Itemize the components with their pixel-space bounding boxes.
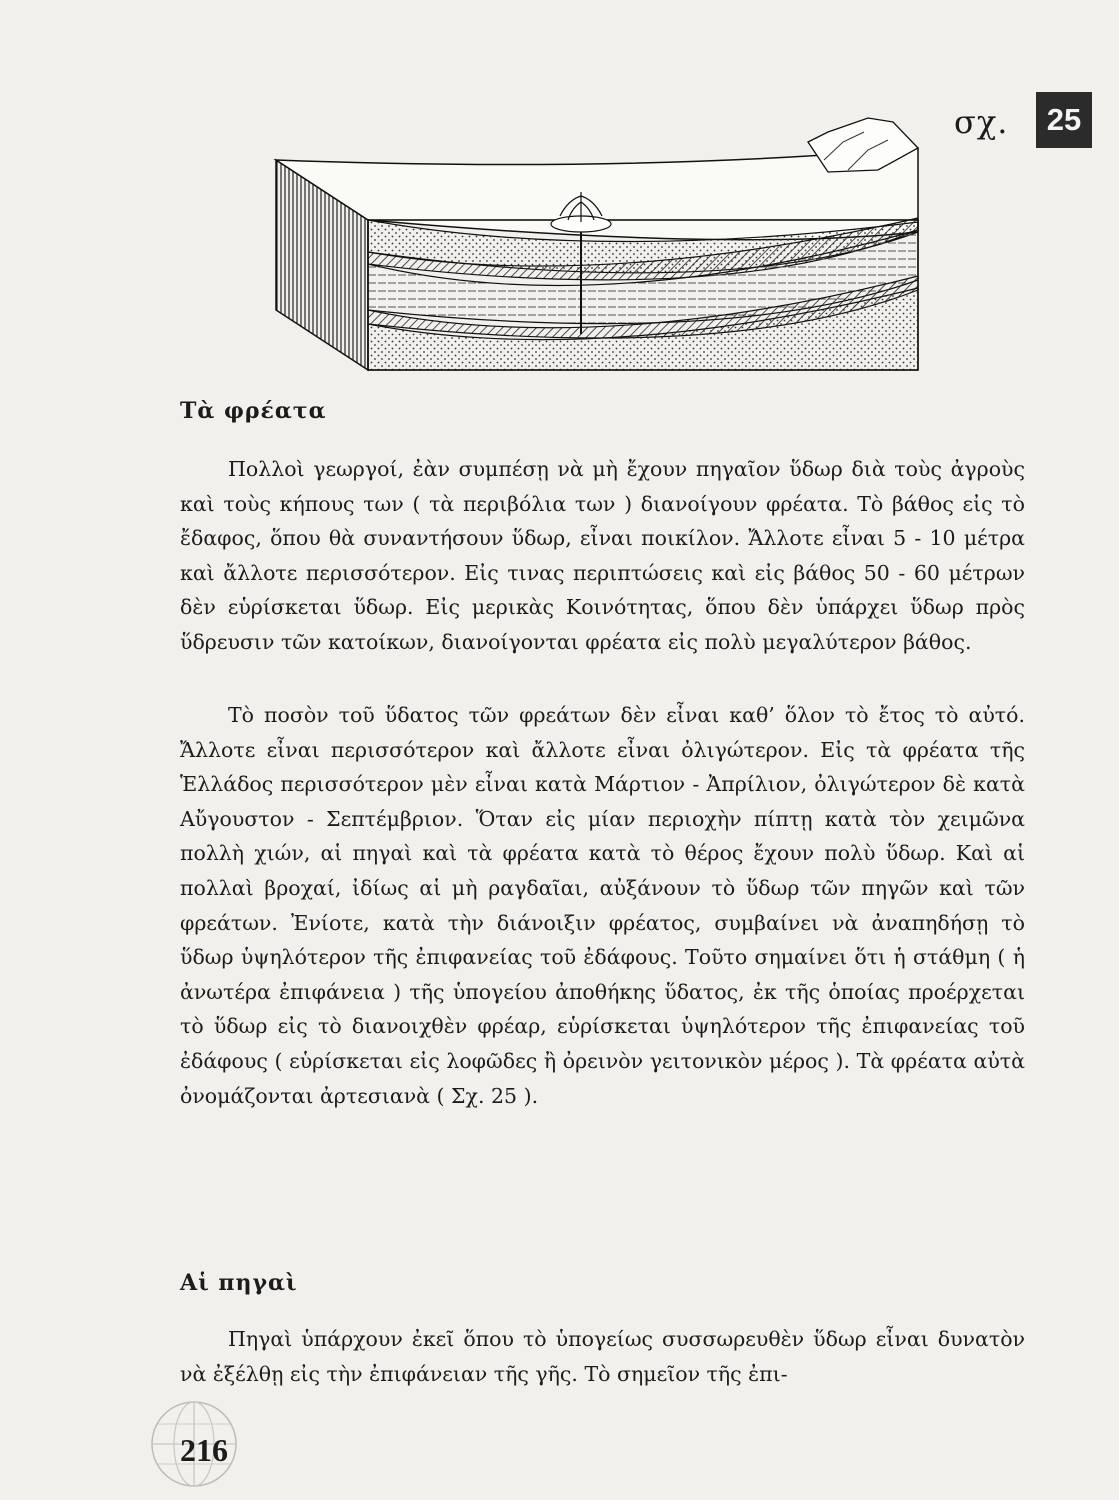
paragraph: Πηγαὶ ὑπάρχουν ἐκεῖ ὅπου τὸ ὑπογείως συσσωρευθὲν ὕδωρ εἶναι δυνατὸν νὰ ἐξέλθῃ εἰς τὴν ἐπιφάνειαν τῆς γῆς. Τὸ σημεῖον τῆς ἐπι- [180,1327,1025,1386]
figure-label: σχ. [954,103,1009,141]
section-heading-wells: Τὰ φρέατα [180,398,327,424]
section-heading-springs: Αἱ πηγαὶ [180,1270,298,1296]
page-number: 216 [180,1432,228,1468]
artesian-well-diagram [268,112,928,372]
paragraph: Τὸ ποσὸν τοῦ ὕδατος τῶν φρεάτων δὲν εἶναι καθ’ ὅλον τὸ ἔτος τὸ αὐτό. Ἄλλοτε εἶναι περισσότερον καὶ ἄλλοτε εἶναι ὀλιγώτερον. Εἰς τὰ φρέατα τῆς Ἑλλάδος περισσότερον μὲν εἶναι κατὰ Μάρτιον - Ἀπρίλιον, ὀλιγώτερον δὲ κατὰ Αὔγουστον - Σεπτέμβριον. Ὅταν εἰς μίαν περιοχὴν πίπτῃ κατὰ τὸν χειμῶνα πολλὴ χιών, αἱ πηγαὶ καὶ τὰ φρέατα κατὰ τὸ θέρος ἔχουν πολὺ ὕδωρ. Καὶ αἱ πολλαὶ βροχαί, ἰδίως αἱ μὴ ραγδαῖαι, αὐξάνουν τὸ ὕδωρ τῶν πηγῶν καὶ τῶν φρεάτων. Ἐνίοτε, κατὰ τὴν διάνοιξιν φρέατος, συμβαίνει νὰ ἀναπηδήσῃ τὸ ὕδωρ ὑψηλότερον τῆς ἐπιφανείας τοῦ ἐδάφους. Τοῦτο σημαίνει ὅτι ἡ στάθμη ( ἡ ἀνωτέρα ἐπιφάνεια ) τῆς ὑπογείου ἀποθήκης ὕδατος, ἐκ τῆς ὁποίας προέρχεται τὸ ὕδωρ εἰς τὸ διανοιχθὲν φρέαρ, εὑρίσκεται ὑψηλότερον τῆς ἐπιφανείας τοῦ ἐδάφους ( εὑρίσκεται εἰς λοφῶδες ἢ ὀρεινὸν γειτονικὸν μέρος ). Τὰ φρέατα αὐτὰ ὀνομάζονται ἀρτεσιανὰ ( Σχ. 25 ). [180,703,1025,1108]
figure-number-badge: 25 [1036,92,1092,148]
paragraph: Πολλοὶ γεωργοί, ἐὰν συμπέσῃ νὰ μὴ ἔχουν πηγαῖον ὕδωρ διὰ τοὺς ἀγροὺς καὶ τοὺς κήπους των ( τὰ περιβόλια των ) διανοίγουν φρέατα. Τὸ βάθος εἰς τὸ ἔδαφος, ὅπου θὰ συναντήσουν ὕδωρ, εἶναι ποικίλον. Ἄλλοτε εἶναι 5 - 10 μέτρα καὶ ἄλλοτε περισσότερον. Εἰς τινας περιπτώσεις καὶ εἰς βάθος 50 - 60 μέτρων δὲν εὑρίσκεται ὕδωρ. Εἰς μερικὰς Κοινότητας, ὅπου δὲν ὑπάρχει ὕδωρ πρὸς ὕδρευσιν τῶν κατοίκων, διανοίγονται φρέατα εἰς πολὺ μεγαλύτερον βάθος. [180,457,1025,654]
